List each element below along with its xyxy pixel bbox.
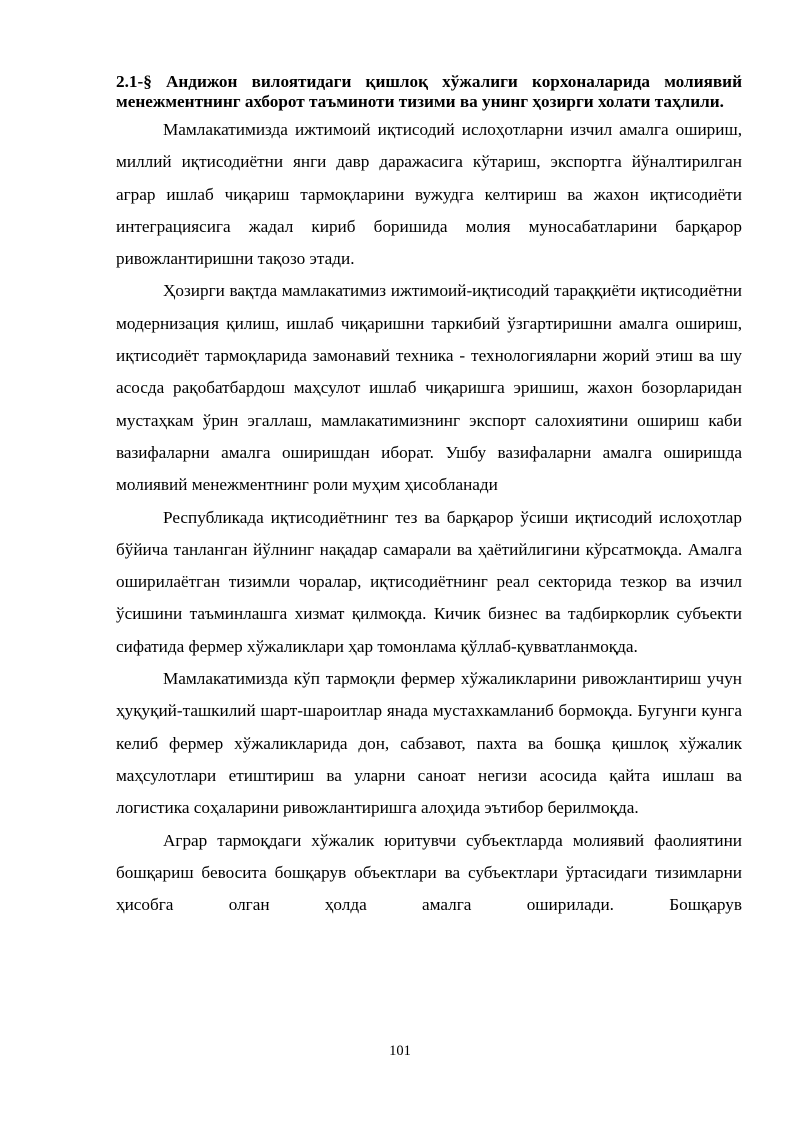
paragraph-5: Аграр тармоқдаги хўжалик юритувчи субъектларда молиявий фаолиятини бошқариш бевосита бошқарув объектлари ва субъектлари ўртасидаги тизимларни ҳисобга олган ҳолда амалга оширилади. Бошқарув (116, 830, 742, 915)
page-number: 101 (389, 1043, 411, 1059)
paragraph-3: Республикада иқтисодиётнинг тез ва барқарор ўсиши иқтисодий ислоҳотлар бўйича танланган йўлнинг нақадар самарали ва ҳаётийлигини кўрсатмоқда. Амалга оширилаётган тизимли чоралар, иқтисодиётнинг реал секторида тезкор ва изчил ўсишини таъминлашга хизмат қилмоқда. Кичик бизнес ва тадбиркорлик субъекти сифатида фермер хўжаликлари ҳар томонлама қўллаб-қувватланмоқда. (116, 507, 742, 656)
section-heading: 2.1-§ Андижон вилоятидаги қишлоқ хўжалиги корхоналарида молиявий менежментнинг ахборот таъминоти тизими ва унинг ҳозирги холати таҳлили. (116, 72, 742, 111)
paragraph-1: Мамлакатимизда ижтимоий иқтисодий ислоҳотларни изчил амалга ошириш, миллий иқтисодиётни янги давр даражасига кўтариш, экспортга йўналтирилган аграр ишлаб чиқариш тармоқларини вужудга келтириш ва жахон иқтисодиёти интеграциясига жадал кириб боришида молия муносабатларини барқарор ривожлантиришни тақозо этади. (116, 120, 742, 269)
paragraph-2: Ҳозирги вақтда мамлакатимиз ижтимоий-иқтисодий тараққиёти иқтисодиётни модернизация қилиш, ишлаб чиқаришни таркибий ўзгартиришни амалга ошириш, иқтисодиёт тармоқларида замонавий техника - технологияларни жорий этиш ва шу асосда рақобатбардош маҳсулот ишлаб чиқаришга эришиш, жахон бозорларидан мустаҳкам ўрин эгаллаш, мамлакатимизнинг экспорт салохиятини ошириш каби вазифаларни амалга оширишдан иборат. Ушбу вазифаларни амалга оширишда молиявий менежментнинг роли муҳим ҳисобланади (116, 281, 742, 495)
document-page (116, 72, 742, 921)
paragraph-4: Мамлакатимизда кўп тармоқли фермер хўжаликларини ривожлантириш учун ҳуқуқий-ташкилий шарт-шароитлар янада мустахкамланиб бормоқда. Бугунги кунга келиб фермер хўжаликларида дон, сабзавот, пахта ва бошқа қишлоқ хўжалик маҳсулотлари етиштириш ва уларни саноат негизи асосида қайта ишлаш ва логистика соҳаларини ривожлантиришга алоҳида эътибор берилмоқда. (116, 669, 742, 818)
